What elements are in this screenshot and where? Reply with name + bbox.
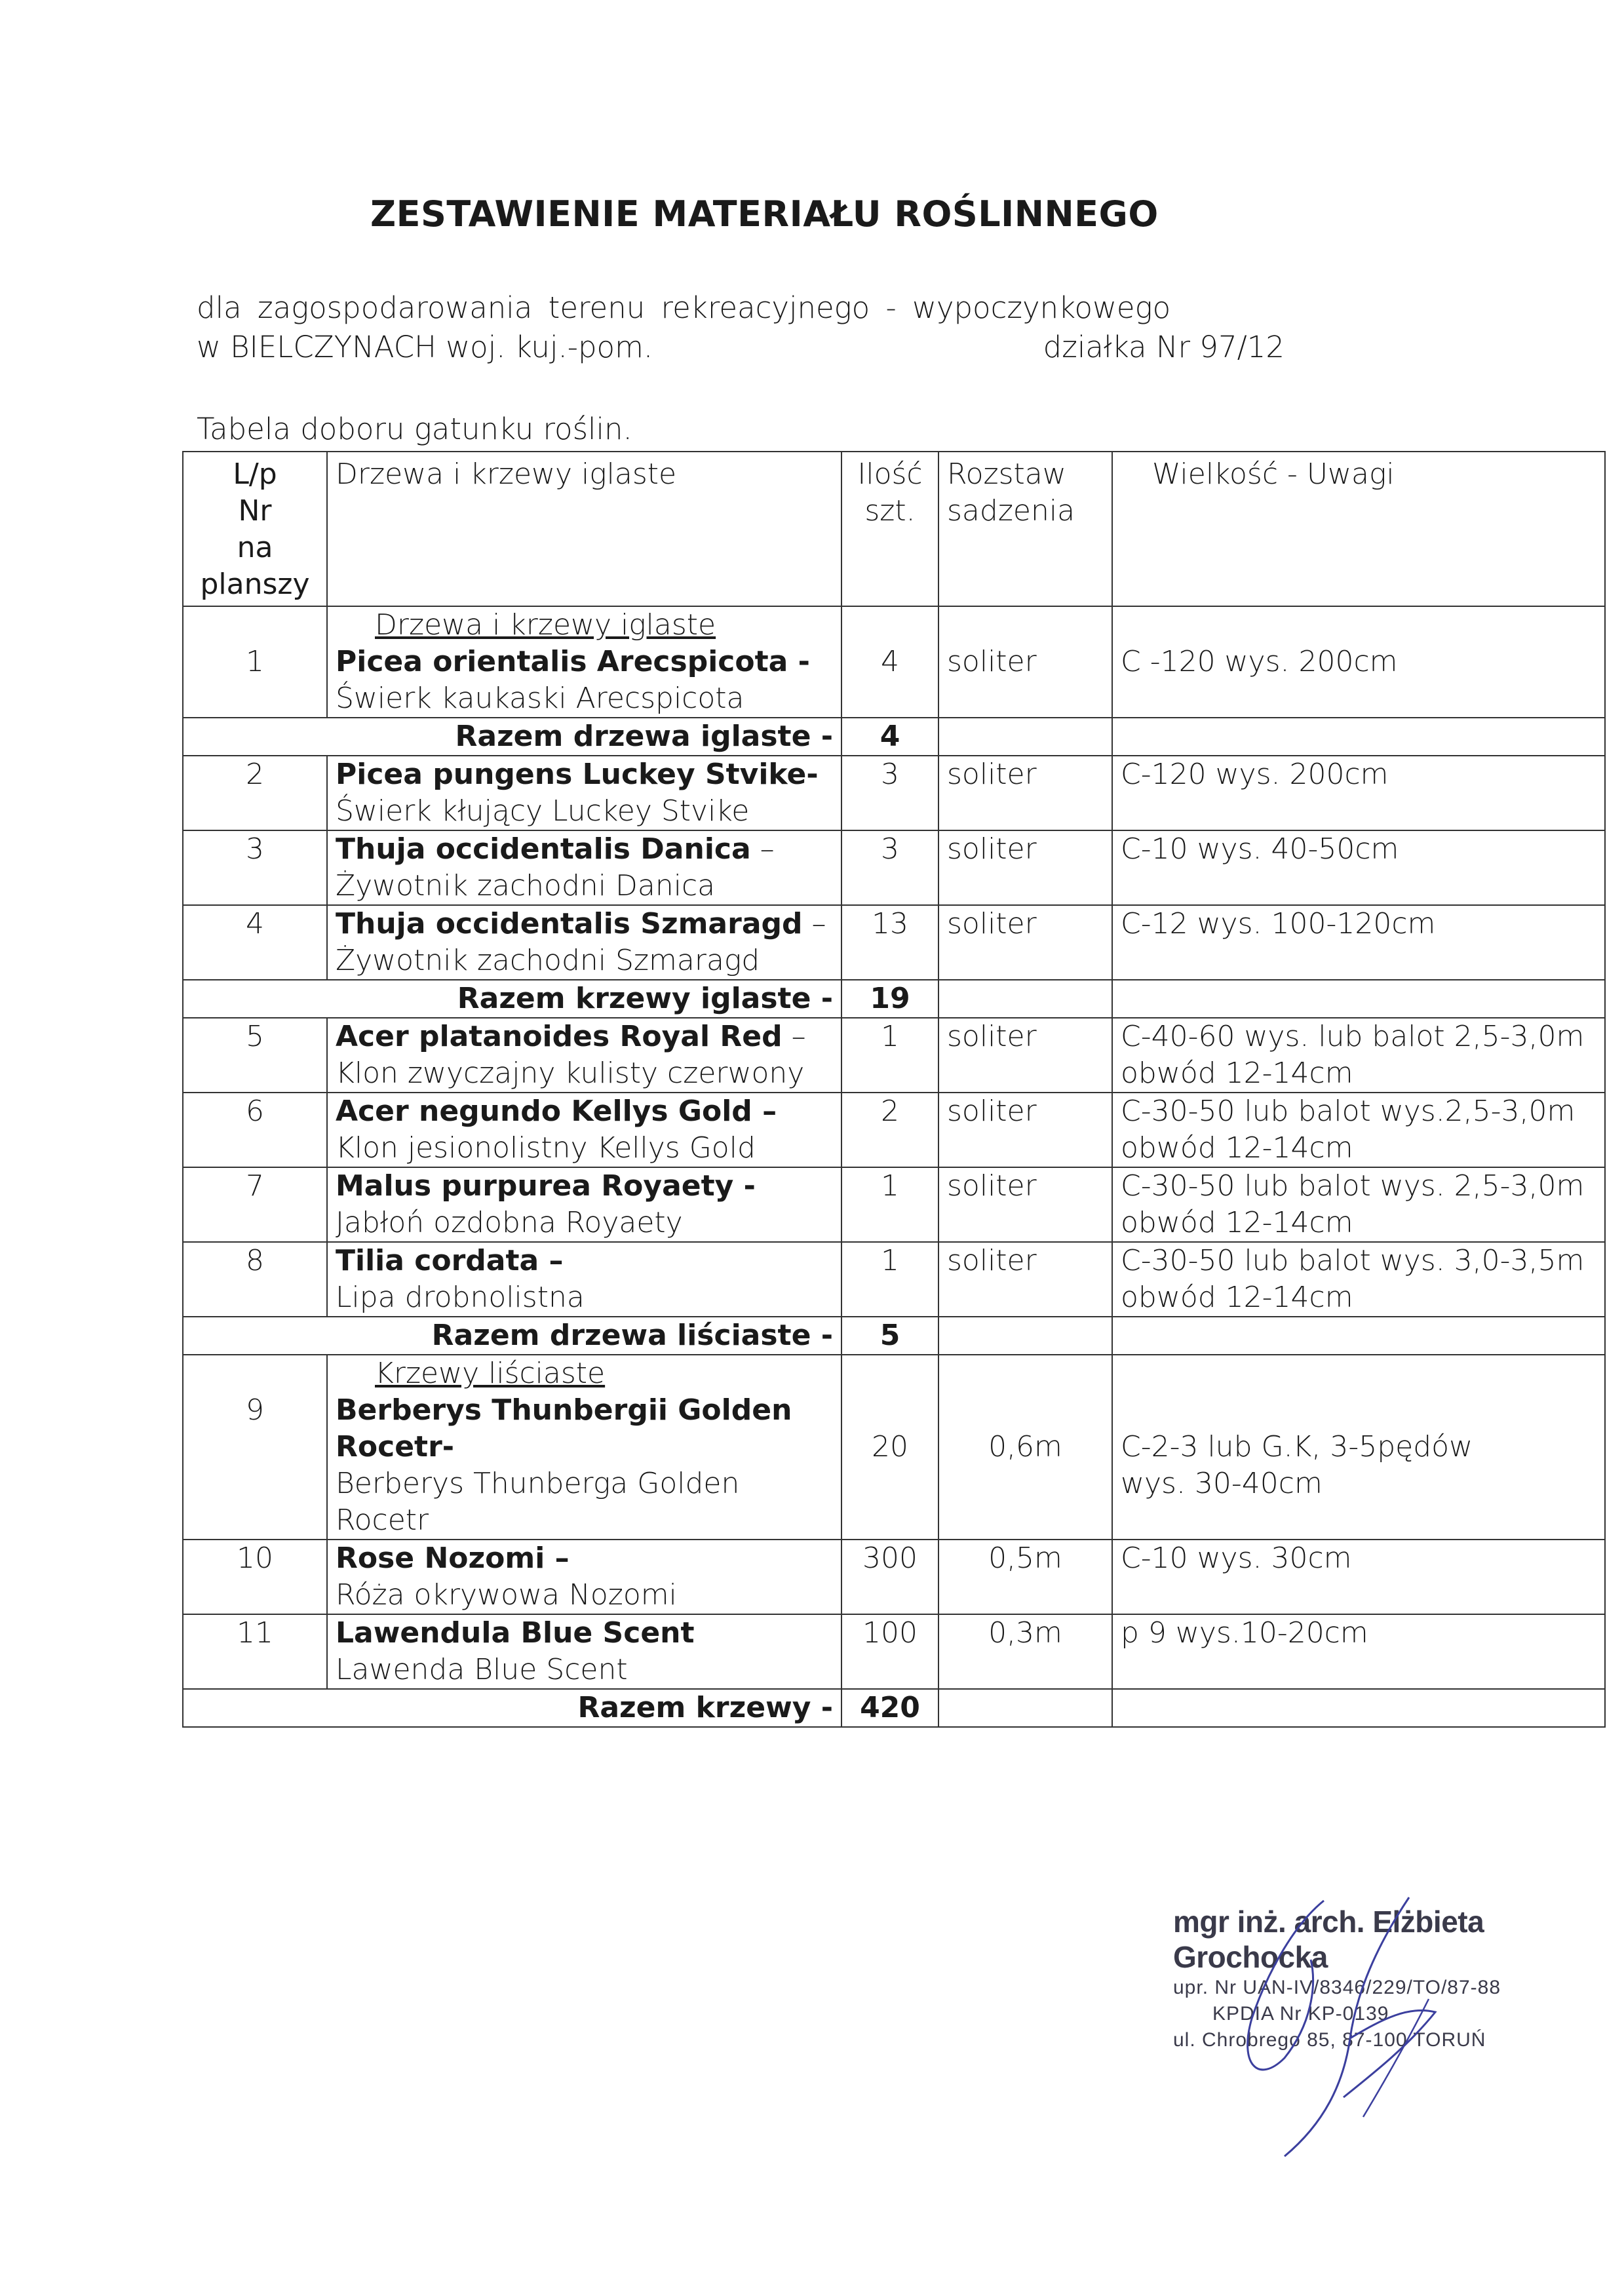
note-line: C-10 wys. 30cm (1121, 1542, 1352, 1575)
latin-line (336, 1615, 833, 1652)
latin-name: Thuja occidentalis Danica (336, 832, 751, 866)
polish-name: Żywotnik zachodni Szmaragd (336, 944, 760, 977)
latin-name: Rocetr- (336, 1430, 455, 1464)
row-species (327, 1540, 841, 1614)
header-qty-line: szt. (864, 494, 916, 528)
latin-name: Picea orientalis Arecspicota - (336, 645, 810, 678)
row-qty: 13 (841, 905, 938, 980)
latin-line (336, 1168, 833, 1205)
note-line: obwód 12-14cm (1121, 1206, 1353, 1239)
stamp-license: upr. Nr UAN-IV/8346/229/TO/87-88 (1173, 1977, 1501, 1998)
latin-name: Lawendula Blue Scent (336, 1616, 695, 1650)
row-lp (183, 1093, 327, 1167)
stamp-name: mgr inż. arch. Elżbieta Grochocka (1173, 1905, 1484, 1974)
row-qty: 20 (841, 1355, 938, 1540)
row-lp (183, 1355, 327, 1540)
row-lp (183, 830, 327, 905)
latin-suffix: – (782, 1020, 806, 1053)
summary-empty-cell (1112, 1689, 1605, 1727)
row-spacing: soliter (938, 1242, 1112, 1317)
header-lp-line: na (237, 531, 273, 564)
note-line: wys. 30-40cm (1121, 1467, 1323, 1500)
row-species (327, 1242, 841, 1317)
polish-name: Jabłoń ozdobna Royaety (336, 1206, 683, 1239)
row-lp-value: 3 (246, 832, 264, 866)
lp-spacer (191, 1355, 319, 1392)
table-row (183, 1540, 1605, 1614)
latin-line (336, 1243, 833, 1279)
row-lp-value: 5 (246, 1020, 264, 1053)
row-lp-value: 7 (246, 1169, 264, 1203)
summary-row (183, 718, 1605, 756)
row-qty: 1 (841, 1242, 938, 1317)
row-notes (1112, 1242, 1605, 1317)
header-spacing-line: sadzenia (947, 494, 1075, 528)
note-line: C-12 wys. 100-120cm (1121, 907, 1436, 941)
note-line: C-30-50 lub balot wys.2,5-3,0m (1121, 1095, 1576, 1128)
row-lp (183, 606, 327, 718)
lp-spacer (191, 607, 319, 644)
note-line: C-30-50 lub balot wys. 3,0-3,5m (1121, 1244, 1585, 1277)
table-row (183, 1355, 1605, 1540)
row-notes (1112, 756, 1605, 830)
row-spacing: soliter (938, 1093, 1112, 1167)
polish-name: Świerk kaukaski Arecspicota (336, 682, 744, 715)
polish-name: Lipa drobnolistna (336, 1281, 585, 1314)
polish-name: Berberys Thunberga Golden (336, 1467, 740, 1500)
note-line: C-120 wys. 200cm (1121, 758, 1389, 791)
row-lp (183, 1540, 327, 1614)
row-lp-value: 10 (237, 1542, 273, 1575)
summary-empty-cell (1112, 718, 1605, 756)
subtitle-line-1: dla zagospodarowania terenu rekreacyjnego - wypoczynkowego (197, 290, 1171, 325)
latin-line (336, 1093, 833, 1130)
latin-suffix: – (750, 832, 775, 866)
header-lp (183, 452, 327, 606)
row-lp (183, 1614, 327, 1689)
row-lp (183, 905, 327, 980)
row-qty: 2 (841, 1093, 938, 1167)
summary-empty-cell (1112, 980, 1605, 1018)
latin-name: Acer platanoides Royal Red (336, 1020, 783, 1053)
latin-line (336, 644, 833, 680)
stamp-chamber: KPDIA Nr KP-0139 (1212, 2003, 1389, 2025)
row-lp-value: 4 (246, 907, 264, 941)
row-species (327, 1614, 841, 1689)
document-title: ZESTAWIENIE MATERIAŁU ROŚLINNEGO (370, 193, 1159, 235)
row-species (327, 1355, 841, 1540)
location-text: w BIELCZYNACH woj. kuj.-pom. (197, 330, 653, 364)
row-qty: 1 (841, 1018, 938, 1093)
summary-value: 5 (841, 1317, 938, 1355)
table-row (183, 1018, 1605, 1093)
row-spacing: 0,6m (938, 1355, 1112, 1540)
row-lp (183, 1018, 327, 1093)
header-qty-line: Ilość (857, 457, 923, 491)
table-row (183, 1614, 1605, 1689)
row-notes (1112, 1093, 1605, 1167)
row-species (327, 830, 841, 905)
row-qty: 1 (841, 1167, 938, 1242)
table-row (183, 830, 1605, 905)
note-line: p 9 wys.10-20cm (1121, 1616, 1368, 1650)
row-notes (1112, 606, 1605, 718)
row-spacing: soliter (938, 606, 1112, 718)
summary-empty-cell (938, 1317, 1112, 1355)
summary-row (183, 1317, 1605, 1355)
row-lp-value: 8 (246, 1244, 264, 1277)
plant-table (182, 451, 1606, 1728)
row-spacing: 0,3m (938, 1614, 1112, 1689)
polish-name: Róża okrywowa Nozomi (336, 1578, 677, 1612)
latin-name: Malus purpurea Royaety - (336, 1169, 756, 1203)
row-notes (1112, 830, 1605, 905)
row-lp-value: 6 (246, 1095, 264, 1128)
latin-suffix: – (802, 907, 826, 941)
group-header: Drzewa i krzewy iglaste (375, 608, 716, 642)
row-species (327, 1018, 841, 1093)
summary-label: Razem krzewy - (183, 1689, 841, 1727)
row-notes (1112, 1018, 1605, 1093)
row-species (327, 756, 841, 830)
latin-name: Berberys Thunbergii Golden (336, 1393, 792, 1427)
row-notes (1112, 1614, 1605, 1689)
summary-empty-cell (938, 718, 1112, 756)
row-spacing: soliter (938, 1018, 1112, 1093)
row-notes (1112, 1355, 1605, 1540)
summary-label: Razem drzewa iglaste - (183, 718, 841, 756)
row-spacing: soliter (938, 905, 1112, 980)
summary-value: 420 (841, 1689, 938, 1727)
row-spacing: soliter (938, 756, 1112, 830)
table-row (183, 1167, 1605, 1242)
summary-label: Razem krzewy iglaste - (183, 980, 841, 1018)
polish-name: Rocetr (336, 1503, 429, 1537)
stamp-address: ul. Chrobrego 85, 87-100 TORUŃ (1173, 2029, 1486, 2051)
row-notes (1112, 1167, 1605, 1242)
header-lp-line: L/p (233, 457, 277, 491)
row-notes (1112, 905, 1605, 980)
polish-name: Lawenda Blue Scent (336, 1653, 628, 1686)
row-species (327, 606, 841, 718)
row-lp-value: 1 (246, 645, 264, 678)
summary-empty-cell (1112, 1317, 1605, 1355)
row-lp (183, 1167, 327, 1242)
latin-name: Tilia cordata – (336, 1244, 564, 1277)
header-lp-line: planszy (200, 568, 310, 601)
note-line: C-2-3 lub G.K, 3-5pędów (1121, 1430, 1473, 1464)
row-lp-value: 9 (246, 1393, 264, 1427)
summary-empty-cell (938, 980, 1112, 1018)
row-lp-value: 11 (237, 1616, 273, 1650)
note-line: C -120 wys. 200cm (1121, 645, 1398, 678)
header-spacing-line: Rozstaw (947, 457, 1066, 491)
note-line: C-10 wys. 40-50cm (1121, 832, 1399, 866)
row-species (327, 1167, 841, 1242)
summary-empty-cell (938, 1689, 1112, 1727)
polish-name: Świerk kłujący Luckey Stvike (336, 794, 750, 828)
row-spacing: soliter (938, 830, 1112, 905)
latin-name: Acer negundo Kellys Gold – (336, 1095, 777, 1128)
table-row (183, 606, 1605, 718)
polish-name: Klon zwyczajny kulisty czerwony (336, 1057, 805, 1090)
latin-name: Picea pungens Luckey Stvike- (336, 758, 819, 791)
header-qty (841, 452, 938, 606)
latin-line (336, 1018, 833, 1055)
note-line: obwód 12-14cm (1121, 1057, 1353, 1090)
table-row (183, 905, 1605, 980)
polish-name: Klon jesionolistny Kellys Gold (336, 1131, 756, 1165)
latin-line (336, 831, 833, 868)
table-header-row (183, 452, 1605, 606)
latin-name: Thuja occidentalis Szmaragd (336, 907, 803, 941)
table-row (183, 1242, 1605, 1317)
row-lp-value: 2 (246, 758, 264, 791)
summary-value: 4 (841, 718, 938, 756)
signature-icon (1212, 1888, 1553, 2163)
row-lp (183, 1242, 327, 1317)
row-spacing: soliter (938, 1167, 1112, 1242)
row-notes (1112, 1540, 1605, 1614)
header-species: Drzewa i krzewy iglaste (327, 452, 841, 606)
summary-label: Razem drzewa liściaste - (183, 1317, 841, 1355)
row-lp (183, 756, 327, 830)
row-qty: 3 (841, 830, 938, 905)
table-row (183, 1093, 1605, 1167)
polish-name: Żywotnik zachodni Danica (336, 869, 716, 902)
row-qty: 300 (841, 1540, 938, 1614)
note-line: C-40-60 wys. lub balot 2,5-3,0m (1121, 1020, 1585, 1053)
table-row (183, 756, 1605, 830)
latin-line (336, 756, 833, 793)
header-spacing (938, 452, 1112, 606)
note-line: obwód 12-14cm (1121, 1281, 1353, 1314)
header-lp-line: Nr (238, 494, 272, 528)
note-line: C-30-50 lub balot wys. 2,5-3,0m (1121, 1169, 1585, 1203)
row-spacing: 0,5m (938, 1540, 1112, 1614)
note-line: obwód 12-14cm (1121, 1131, 1353, 1165)
document-subtitle (197, 288, 1285, 367)
group-header: Krzewy liściaste (375, 1357, 606, 1390)
row-species (327, 905, 841, 980)
row-qty: 100 (841, 1614, 938, 1689)
latin-line (336, 906, 833, 942)
summary-row (183, 1689, 1605, 1727)
summary-row (183, 980, 1605, 1018)
table-caption: Tabela doboru gatunku roślin. (197, 412, 632, 446)
row-species (327, 1093, 841, 1167)
parcel-number: działka Nr 97/12 (1043, 330, 1285, 364)
row-qty: 3 (841, 756, 938, 830)
header-notes: Wielkość - Uwagi (1112, 452, 1605, 606)
latin-name: Rose Nozomi – (336, 1542, 570, 1575)
row-qty: 4 (841, 606, 938, 718)
subtitle-line-2 (197, 328, 1285, 367)
summary-value: 19 (841, 980, 938, 1018)
latin-line (336, 1540, 833, 1577)
